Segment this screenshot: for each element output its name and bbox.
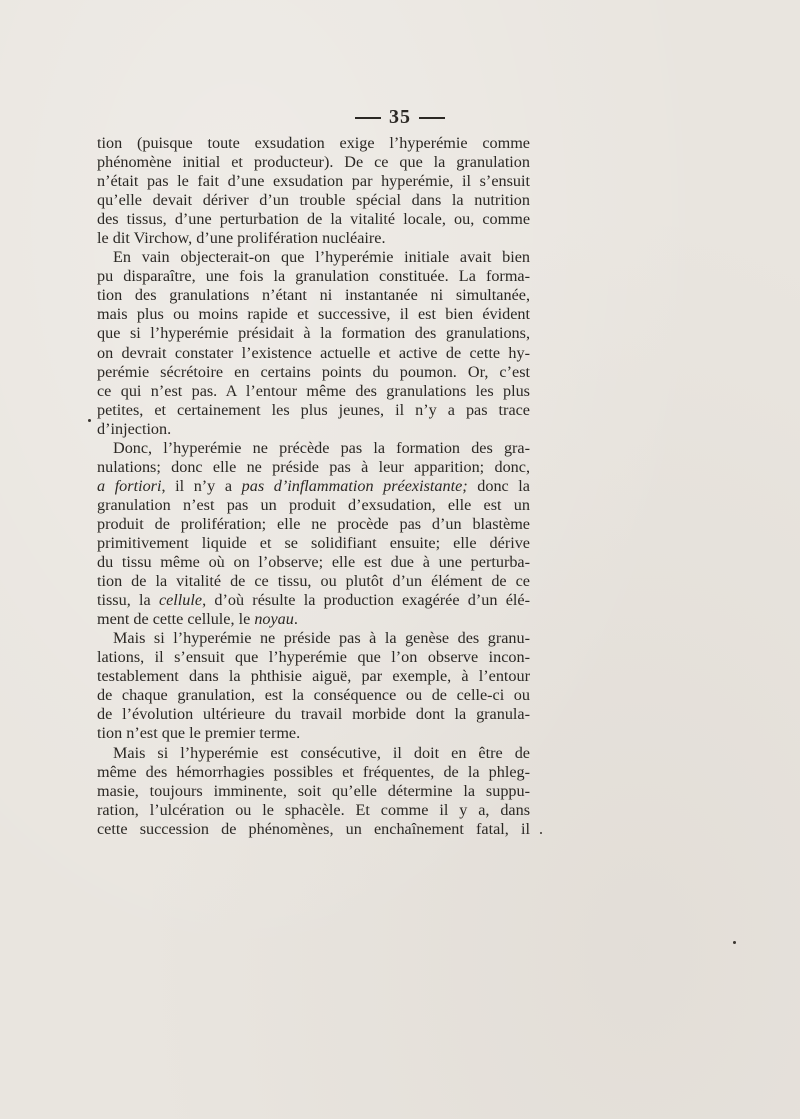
text-segment: tissu, la bbox=[97, 591, 159, 610]
page-number bbox=[0, 106, 800, 129]
text-segment: Mais si l’hyperémie ne préside pas à la genèse des granu- bbox=[113, 629, 530, 648]
page-number-dash-left bbox=[355, 117, 381, 119]
text-segment: , il n’y a bbox=[161, 476, 242, 495]
text-line bbox=[97, 801, 530, 820]
text-segment: qu’elle devait dériver d’un trouble spécial dans la nutrition bbox=[97, 191, 530, 210]
text-segment: que si l’hyperémie présidait à la formation des granulations, bbox=[97, 324, 530, 343]
text-line bbox=[97, 724, 530, 743]
text-line bbox=[97, 286, 530, 305]
paper-speck bbox=[733, 941, 736, 944]
text-segment: ce qui n’est pas. A l’entour même des granulations les plus bbox=[97, 381, 530, 400]
text-segment: donc la bbox=[467, 476, 530, 495]
paper-speck bbox=[88, 419, 91, 422]
text-segment: tion (puisque toute exsudation exige l’hyperémie comme bbox=[97, 134, 530, 152]
text-line bbox=[97, 191, 530, 210]
text-line bbox=[97, 344, 530, 363]
text-line bbox=[97, 324, 530, 343]
text-line bbox=[97, 267, 530, 286]
text-segment: tion des granulations n’étant ni instantanée ni simultanée, bbox=[97, 286, 530, 305]
text-line bbox=[97, 229, 530, 248]
text-line bbox=[97, 667, 530, 686]
text-segment: ment de cette cellule, le bbox=[97, 610, 255, 629]
text-segment: cette succession de phénomènes, un enchaînement fatal, il bbox=[97, 819, 530, 838]
paper-speck bbox=[540, 832, 542, 834]
text-line bbox=[97, 591, 530, 610]
text-segment: Mais si l’hyperémie est consécutive, il doit en être de bbox=[113, 743, 530, 762]
text-segment: même des hémorrhagies possibles et fréquentes, de la phleg- bbox=[97, 762, 530, 781]
text-segment: produit de prolifération; elle ne procède pas d’un blastème bbox=[97, 514, 530, 533]
text-line bbox=[97, 210, 530, 229]
italic-text: a fortiori bbox=[97, 476, 162, 495]
text-line bbox=[97, 172, 530, 191]
text-line bbox=[97, 744, 530, 763]
text-segment: tion de la vitalité de ce tissu, ou plutôt d’un élément de ce bbox=[97, 572, 530, 591]
text-segment: tion n’est que le premier terme. bbox=[97, 724, 301, 743]
text-segment: on devrait constater l’existence actuelle et active de cette hy- bbox=[97, 343, 530, 362]
text-segment: petites, et certainement les plus jeunes, il n’y a pas trace bbox=[97, 400, 530, 419]
text-segment: lations, il s’ensuit que l’hyperémie que l’on observe incon- bbox=[97, 648, 530, 667]
text-segment: , d’où résulte la production exagérée d’un élé- bbox=[202, 591, 530, 610]
text-line bbox=[97, 782, 530, 801]
text-segment: pu disparaître, une fois la granulation constituée. La forma- bbox=[97, 267, 530, 286]
text-line bbox=[97, 572, 530, 591]
text-segment: de chaque granulation, est la conséquence ou de celle-ci ou bbox=[97, 686, 530, 705]
text-line bbox=[97, 477, 530, 496]
text-line bbox=[97, 686, 530, 705]
text-line bbox=[97, 401, 530, 420]
text-segment: Donc, l’hyperémie ne précède pas la formation des gra- bbox=[113, 438, 530, 457]
text-line bbox=[97, 763, 530, 782]
text-segment: le dit Virchow, d’une prolifération nucléaire. bbox=[97, 229, 386, 248]
text-line bbox=[97, 705, 530, 724]
text-segment: ration, l’ulcération ou le sphacèle. Et comme il y a, dans bbox=[97, 800, 530, 819]
text-segment: des tissus, d’une perturbation de la vitalité locale, ou, comme bbox=[97, 210, 530, 229]
italic-text: pas d’inflammation préexistante; bbox=[241, 476, 468, 495]
text-segment: nulations; donc elle ne préside pas à leur apparition; donc, bbox=[97, 457, 530, 476]
italic-text: noyau bbox=[254, 610, 294, 629]
text-segment: mais plus ou moins rapide et successive, il est bien évident bbox=[97, 305, 530, 324]
italic-text: cellule bbox=[158, 591, 203, 610]
text-segment: perémie sécrétoire en certains points du poumon. Or, c’est bbox=[97, 362, 530, 381]
text-line bbox=[97, 248, 530, 267]
text-segment: phénomène initial et producteur). De ce que la granulation bbox=[97, 153, 530, 172]
text-line bbox=[97, 382, 530, 401]
text-segment: n’était pas le fait d’une exsudation par hyperémie, il s’ensuit bbox=[97, 172, 530, 191]
text-line bbox=[97, 458, 530, 477]
text-segment: de l’évolution ultérieure du travail morbide dont la granula- bbox=[97, 705, 530, 724]
text-segment: du tissu même où on l’observe; elle est due à une perturba- bbox=[97, 553, 530, 572]
text-segment: granulation n’est pas un produit d’exsudation, elle est un bbox=[97, 495, 530, 514]
text-line bbox=[97, 305, 530, 324]
text-line bbox=[97, 439, 530, 458]
text-segment: masie, toujours imminente, soit qu’elle détermine la suppu- bbox=[97, 781, 530, 800]
text-segment: . bbox=[293, 610, 298, 629]
text-line bbox=[97, 629, 530, 648]
text-segment: primitivement liquide et se solidifiant ensuite; elle dérive bbox=[97, 533, 530, 552]
text-line bbox=[97, 363, 530, 382]
page-number-value: 35 bbox=[389, 106, 411, 128]
text-line bbox=[97, 496, 530, 515]
text-line bbox=[97, 553, 530, 572]
text-line bbox=[97, 153, 530, 172]
text-line bbox=[97, 134, 530, 153]
text-segment: d’injection. bbox=[97, 419, 172, 438]
page-number-dash-right bbox=[419, 117, 445, 119]
text-line bbox=[97, 610, 530, 629]
text-segment: En vain objecterait-on que l’hyperémie initiale avait bien bbox=[113, 248, 530, 267]
text-line bbox=[97, 534, 530, 553]
body-text bbox=[97, 134, 530, 839]
text-line bbox=[97, 648, 530, 667]
text-segment: testablement dans la phthisie aiguë, par exemple, à l’entour bbox=[97, 667, 530, 686]
text-line bbox=[97, 420, 530, 439]
text-line bbox=[97, 515, 530, 534]
text-line bbox=[97, 820, 530, 839]
